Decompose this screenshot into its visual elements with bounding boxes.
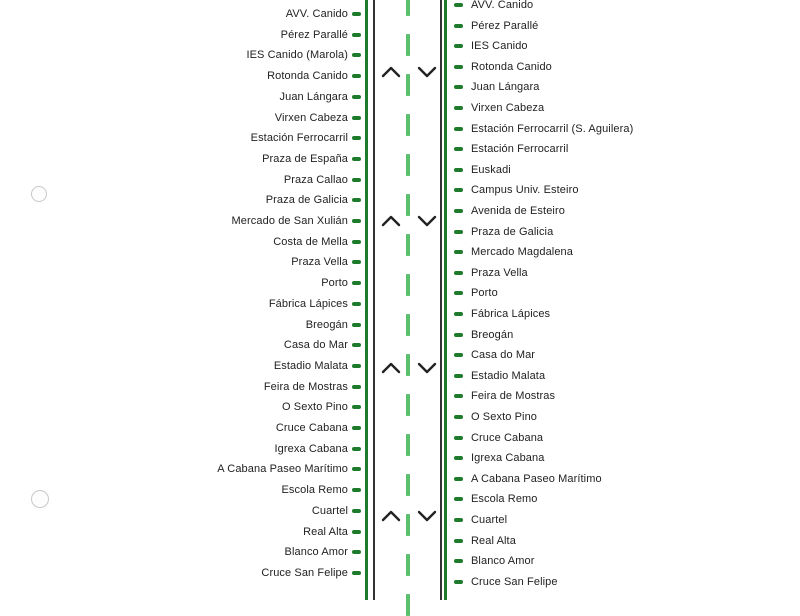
right-stop-label: Estación Ferrocarril (S. Aguilera) [471, 122, 634, 135]
left-stop-label: A Cabana Paseo Marítimo [217, 463, 348, 476]
right-stop-label: Virxen Cabeza [471, 102, 545, 114]
left-stop-label: Rotonda Canido [267, 70, 348, 83]
right-stop-label: IES Canido [471, 40, 528, 53]
stop-tick [352, 405, 361, 409]
stop-tick [454, 106, 463, 110]
right-stop-label: Porto [471, 287, 498, 300]
stop-tick [454, 168, 463, 172]
chevron-down-icon [417, 66, 437, 78]
left-stop-label: Praza Vella [291, 256, 348, 269]
left-stop-label: Pérez Parallé [280, 28, 348, 41]
stop-tick [454, 374, 463, 378]
left-stop-label: Fábrica Lápices [268, 297, 348, 310]
right-stop-label: Igrexa Cabana [471, 452, 545, 465]
stop-tick [352, 116, 361, 120]
lane-dash [406, 274, 410, 296]
lane-dash [406, 314, 410, 336]
stop-tick [454, 415, 463, 419]
road-edge-left [373, 0, 375, 600]
lane-dash [406, 74, 410, 96]
lane-dash [406, 34, 410, 56]
stop-tick [454, 147, 463, 151]
chevron-down-icon [417, 215, 437, 227]
chevron-up-icon [381, 66, 401, 78]
stop-tick [454, 518, 463, 522]
stop-tick [352, 488, 361, 492]
right-stop-label: Real Alta [471, 534, 516, 547]
right-stop-label: Praza Vella [471, 266, 528, 279]
right-stop-label: Estación Ferrocarril [471, 143, 569, 156]
right-stop-label: Blanco Amor [471, 555, 535, 568]
lane-dash [406, 114, 410, 136]
stop-tick [454, 497, 463, 501]
road-edge-right [440, 0, 442, 600]
left-stop-label: Blanco Amor [284, 546, 348, 559]
stop-tick [454, 456, 463, 460]
right-stop-label: AVV. Canido [471, 0, 534, 11]
stop-tick [454, 394, 463, 398]
stop-tick [454, 312, 463, 316]
left-stop-label: Estación Ferrocarril [250, 132, 348, 145]
right-stop-label: A Cabana Paseo Marítimo [471, 472, 602, 485]
stop-tick [352, 260, 361, 264]
stop-tick [352, 302, 361, 306]
stop-tick [352, 95, 361, 99]
stop-tick [352, 467, 361, 471]
left-stop-label: Breogán [305, 318, 348, 331]
right-stop-label: Praza de Galicia [471, 225, 554, 238]
left-stop-label: Cruce San Felipe [261, 566, 348, 579]
right-stop-label: Escola Remo [471, 493, 538, 506]
stop-tick [454, 44, 463, 48]
stop-tick [454, 436, 463, 440]
chevron-up-icon [381, 510, 401, 522]
stop-tick [454, 559, 463, 563]
stop-tick [454, 230, 463, 234]
stop-tick [352, 178, 361, 182]
lane-dash [406, 194, 410, 216]
right-stop-label: Feira de Mostras [471, 390, 556, 403]
stop-tick [352, 550, 361, 554]
left-stop-label: Feira de Mostras [263, 380, 348, 393]
lane-dash [406, 0, 410, 16]
left-stop-label: Mercado de San Xulián [231, 215, 348, 227]
stop-tick [352, 74, 361, 78]
right-stop-label: Breogán [471, 328, 514, 341]
stop-tick [454, 291, 463, 295]
left-stop-label: Virxen Cabeza [274, 111, 348, 124]
lane-dash [406, 554, 410, 576]
left-stop-label: Casa do Mar [283, 339, 348, 352]
lane-dash [406, 154, 410, 176]
stop-tick [352, 136, 361, 140]
left-stop-label: Cuartel [311, 504, 348, 517]
stop-tick [454, 271, 463, 275]
stop-tick [454, 580, 463, 584]
right-stop-label: Fábrica Lápices [471, 308, 551, 320]
right-stop-label: Cruce Cabana [471, 431, 544, 444]
stop-tick [454, 85, 463, 89]
line-rail-left [365, 0, 368, 600]
stop-tick [454, 477, 463, 481]
right-stop-label: Casa do Mar [471, 349, 536, 362]
stop-tick [352, 281, 361, 285]
stop-tick [454, 333, 463, 337]
binder-hole [31, 186, 47, 202]
left-stop-label: Cruce Cabana [275, 422, 348, 434]
line-rail-right [444, 0, 447, 600]
stop-tick [454, 127, 463, 131]
lane-dash [406, 434, 410, 456]
chevron-up-icon [381, 362, 401, 374]
left-stop-label: Real Alta [303, 525, 348, 538]
stop-tick [352, 12, 361, 16]
stop-tick [352, 364, 361, 368]
stop-tick [454, 24, 463, 28]
right-stop-label: Euskadi [471, 163, 511, 176]
right-stop-label: Cruce San Felipe [471, 575, 558, 588]
stop-tick [352, 447, 361, 451]
binder-hole [31, 490, 49, 508]
stop-tick [352, 219, 361, 223]
chevron-down-icon [417, 362, 437, 374]
left-stop-label: O Sexto Pino [281, 401, 348, 414]
right-stop-label: O Sexto Pino [471, 411, 538, 423]
stop-tick [352, 426, 361, 430]
stop-tick [352, 240, 361, 244]
right-stop-label: Rotonda Canido [471, 60, 552, 73]
stop-tick [454, 65, 463, 69]
left-stop-label: Igrexa Cabana [274, 442, 348, 455]
stop-tick [352, 385, 361, 389]
left-stop-label: Juan Lángara [279, 90, 348, 103]
chevron-up-icon [381, 215, 401, 227]
lane-dash [406, 594, 410, 616]
left-stop-label: Praza de Galicia [265, 194, 348, 207]
chevron-down-icon [417, 510, 437, 522]
right-stop-label: Estadio Malata [471, 369, 546, 382]
left-stop-label: Porto [321, 277, 348, 290]
stop-tick [454, 539, 463, 543]
right-stop-label: Campus Univ. Esteiro [471, 184, 579, 197]
left-stop-label: Praza Callao [283, 173, 348, 186]
left-stop-label: AVV. Canido [285, 8, 348, 20]
lane-dash [406, 394, 410, 416]
right-stop-label: Mercado Magdalena [471, 246, 573, 259]
left-stop-label: Praza de España [262, 152, 348, 165]
stop-tick [352, 33, 361, 37]
left-stop-label: IES Canido (Marola) [246, 49, 348, 62]
lane-dash [406, 234, 410, 256]
left-stop-label: Estadio Malata [273, 359, 348, 372]
stop-tick [454, 188, 463, 192]
stop-tick [352, 509, 361, 513]
stop-tick [352, 53, 361, 57]
stop-tick [352, 323, 361, 327]
stop-tick [454, 250, 463, 254]
stop-tick [352, 343, 361, 347]
stop-tick [454, 3, 463, 7]
left-stop-label: Costa de Mella [273, 235, 348, 248]
stop-tick [352, 198, 361, 202]
stop-tick [454, 209, 463, 213]
right-stop-label: Juan Lángara [471, 81, 540, 94]
lane-dash [406, 514, 410, 536]
left-stop-label: Escola Remo [281, 484, 348, 497]
right-stop-label: Avenida de Esteiro [471, 205, 565, 217]
lane-dash [406, 474, 410, 496]
stop-tick [352, 157, 361, 161]
lane-dash [406, 354, 410, 376]
stop-tick [352, 571, 361, 575]
right-stop-label: Cuartel [471, 514, 508, 526]
right-stop-label: Pérez Parallé [471, 19, 539, 32]
stop-tick [352, 530, 361, 534]
stop-tick [454, 353, 463, 357]
